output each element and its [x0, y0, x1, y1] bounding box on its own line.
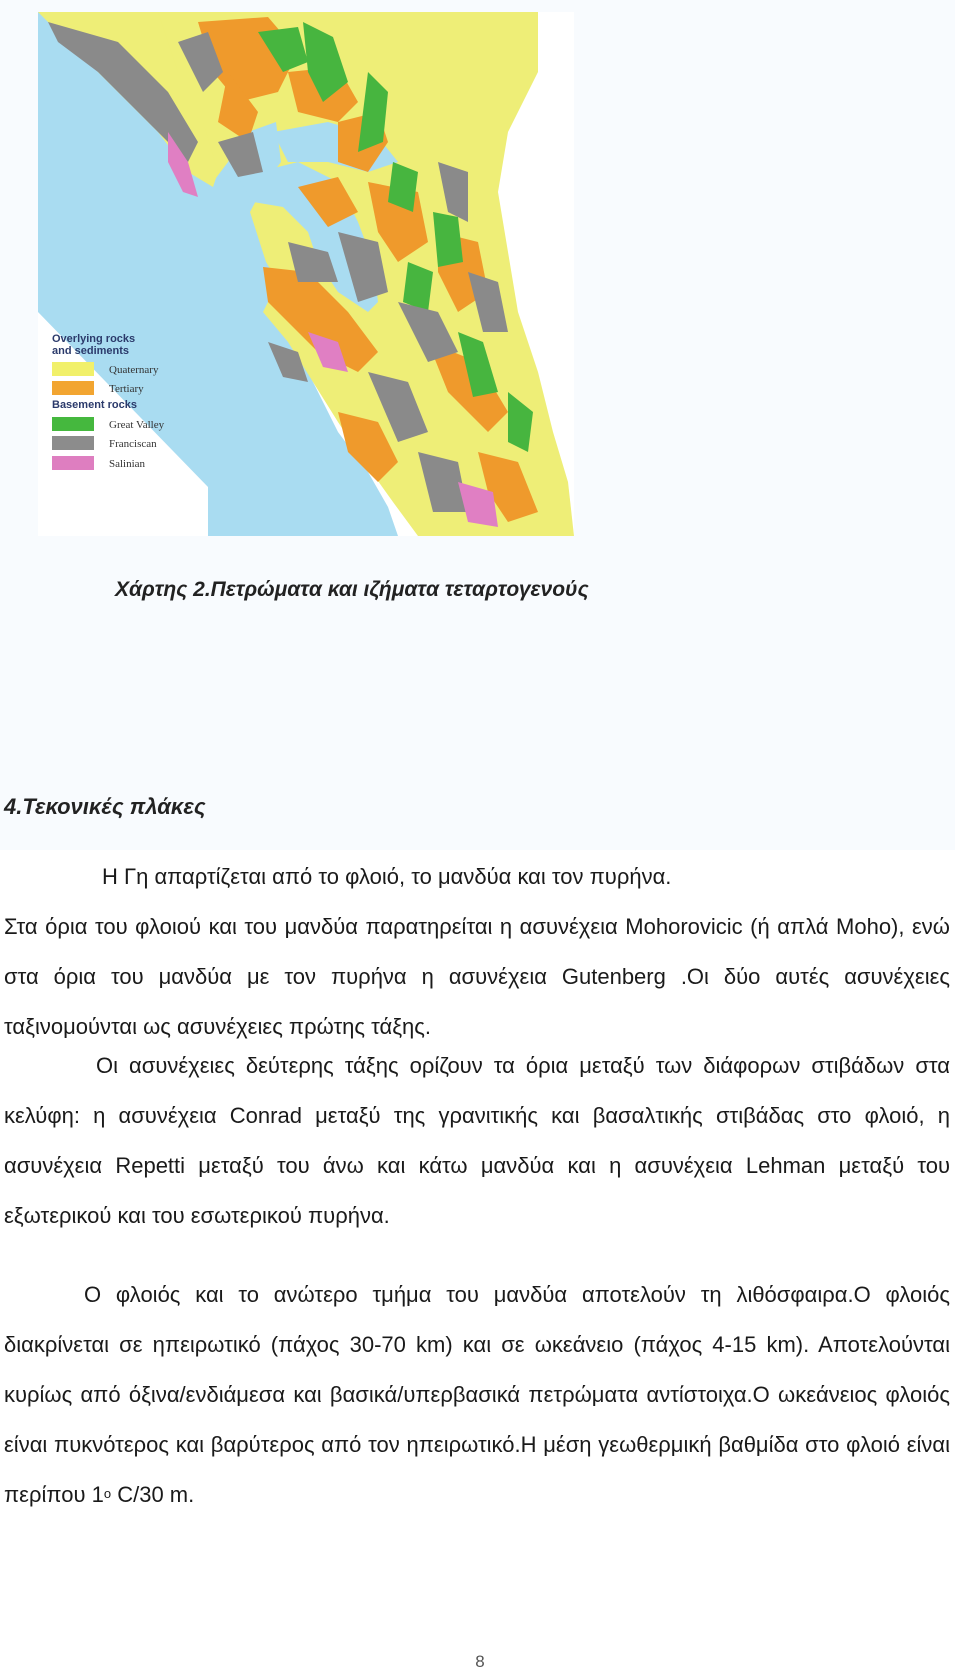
degree-superscript: ο — [103, 1486, 112, 1501]
geologic-map — [38, 12, 574, 536]
figure-caption: Χάρτης 2.Πετρώματα και ιζήματα τεταρτογενούς — [115, 578, 589, 601]
legend-label-quaternary: Quaternary — [109, 364, 159, 376]
paragraph-3-end: C/30 m. — [111, 1482, 195, 1507]
legend-label-franciscan: Franciscan — [109, 438, 157, 450]
paragraph-3-text: Ο φλοιός και το ανώτερο τμήμα του μανδύα αποτελούν τη λιθόσφαιρα.Ο φλοιός διακρίνεται σε ηπειρωτικό (πάχος 30-70 km) και σε ωκεάνειο (πάχος 4-15 km). Αποτελούνται κυρίως από όξινα/ενδιάμεσα και βασικά/υπερβασικά πετρώματα αντίστοιχα.Ο ωκεάνειος φλοιός είναι πυκνότερος και βαρύτερος από τον ηπειρωτικό.Η μέση γεωθερμική βαθμίδα στο φλοιό είναι περίπου 1 — [4, 1282, 950, 1507]
geologic-map-figure — [38, 12, 574, 536]
legend-swatch-quaternary — [52, 362, 94, 376]
paragraph-1 — [4, 852, 950, 1052]
paragraph-1-first-line: Η Γη απαρτίζεται από το φλοιό, το μανδύα και τον πυρήνα. — [102, 864, 672, 889]
legend-swatch-great-valley — [52, 417, 94, 431]
section-heading: 4.Τεκονικές πλάκες — [4, 794, 206, 819]
legend-label-tertiary: Tertiary — [109, 383, 144, 395]
legend-overlying-heading-line2: and sediments — [52, 345, 130, 357]
legend-label-great-valley: Great Valley — [109, 419, 165, 431]
paragraph-2 — [4, 1041, 950, 1241]
legend-basement-heading: Basement rocks — [52, 399, 137, 411]
legend-swatch-salinian — [52, 456, 94, 470]
legend-swatch-tertiary — [52, 381, 94, 395]
legend-overlying-heading-line1: Overlying rocks — [52, 333, 136, 345]
page-number: 8 — [475, 1652, 485, 1671]
paragraph-2-text: Οι ασυνέχειες δεύτερης τάξης ορίζουν τα όρια μεταξύ των διάφορων στιβάδων στα κελύφη: η ασυνέχεια Conrad μεταξύ της γρανιτικής και βασαλτικής στιβάδας στο φλοιό, η ασυνέχεια Repetti μεταξύ του άνω και κάτω μανδύα και η ασυνέχεια Lehman μεταξύ του εξωτερικού και του εσωτερικού πυρήνα. — [4, 1053, 950, 1228]
legend-label-salinian: Salinian — [109, 458, 146, 470]
legend-swatch-franciscan — [52, 436, 94, 450]
paragraph-3 — [4, 1270, 950, 1523]
paragraph-1-rest: Στα όρια του φλοιού και του μανδύα παρατηρείται η ασυνέχεια Mohorovicic (ή απλά Moho), ενώ στα όρια του μανδύα με τον πυρήνα η ασυνέχεια Gutenberg .Οι δύο αυτές ασυνέχειες ταξινομούνται ως ασυνέχειες πρώτης τάξης. — [4, 914, 950, 1039]
